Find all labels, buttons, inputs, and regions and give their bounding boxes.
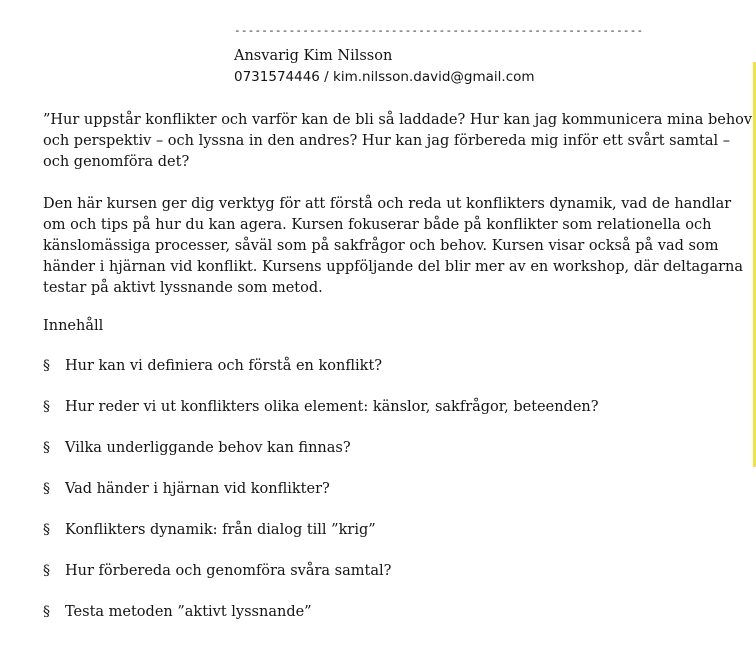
- contents-item-text: Vilka underliggande behov kan finnas?: [65, 440, 351, 456]
- responsible-line: Ansvarig Kim Nilsson: [234, 48, 393, 64]
- contents-item-text: Hur kan vi definiera och förstå en konflikt?: [65, 358, 383, 374]
- contents-item-text: Hur förbereda och genomföra svåra samtal?: [65, 563, 392, 579]
- course-description: Den här kursen ger dig verktyg för att förstå och reda ut konflikters dynamik, vad de handlar om och tips på hur du kan agera. Kursen fokuserar både på konflikter som relationella och känslomässiga processer, såväl som på sakfrågor och behov. Kursen visar också på vad som händer i hjärnan vid konflikt. Kursens uppföljande del blir mer av en workshop, där deltagarna testar på aktivt lyssnande som metod.: [43, 196, 744, 296]
- contents-item: [43, 397, 599, 438]
- contents-item: [43, 561, 599, 602]
- contents-item-text: Vad händer i hjärnan vid konflikter?: [65, 481, 330, 497]
- section-sign-icon: §: [43, 522, 50, 538]
- contents-item: [43, 520, 599, 561]
- section-sign-icon: §: [43, 440, 50, 456]
- contact-block: [234, 46, 535, 88]
- contents-item: [43, 479, 599, 520]
- contents-list: [43, 356, 599, 643]
- section-sign-icon: §: [43, 399, 50, 415]
- contents-item-text: Konflikters dynamik: från dialog till ”krig”: [65, 522, 376, 538]
- section-sign-icon: §: [43, 358, 50, 374]
- contents-item: [43, 602, 599, 643]
- contents-item-text: Testa metoden ”aktivt lyssnande”: [65, 604, 312, 620]
- contents-item: [43, 356, 599, 397]
- contents-item-text: Hur reder vi ut konflikters olika element: känslor, sakfrågor, beteenden?: [65, 399, 599, 415]
- contact-line: 0731574446 / kim.nilsson.david@gmail.com: [234, 69, 535, 85]
- contents-item: [43, 438, 599, 479]
- header-divider: ------------------------------------------------------------: [234, 24, 644, 37]
- section-sign-icon: §: [43, 604, 50, 620]
- section-sign-icon: §: [43, 563, 50, 579]
- intro-questions: ”Hur uppstår konflikter och varför kan de bli så laddade? Hur kan jag kommunicera mina behov och perspektiv – och lyssna in den andres? Hur kan jag förbereda mig inför ett svårt samtal – och genomföra det?: [43, 112, 753, 170]
- contents-heading: Innehåll: [43, 318, 104, 334]
- section-sign-icon: §: [43, 481, 50, 497]
